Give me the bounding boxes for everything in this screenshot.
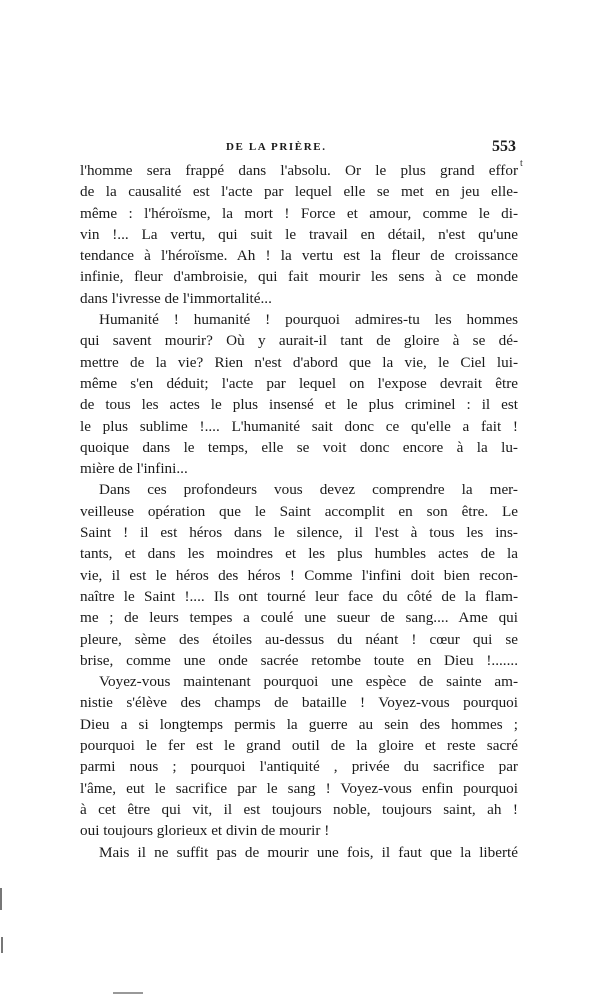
scan-artifact xyxy=(1,937,3,953)
text-line: parmi nous ; pourquoi l'antiquité , privée du sacrifice par xyxy=(80,758,518,776)
paragraph xyxy=(80,842,518,863)
text-line: Humanité ! humanité ! pourquoi admires-tu les hommes xyxy=(99,311,518,329)
running-title: DE LA PRIÈRE. xyxy=(226,141,327,153)
text-line: pleure, sème des étoiles au-dessus du néant ! cœur qui se xyxy=(80,630,518,648)
text-line: dans l'ivresse de l'immortalité... xyxy=(80,289,272,307)
paragraph xyxy=(80,309,518,479)
text-line: même : l'héroïsme, la mort ! Force et amour, comme le di- xyxy=(80,204,518,222)
text-line: qui savent mourir? Où y aurait-il tant de gloire à se dé- xyxy=(80,332,518,350)
text-line: l'homme sera frappé dans l'absolu. Or le plus grand effor xyxy=(80,162,518,179)
text-line: oui toujours glorieux et divin de mourir ! xyxy=(80,822,330,840)
text-line: mettre de la vie? Rien n'est d'abord que la vie, le Ciel lui- xyxy=(80,353,518,371)
text-line: même s'en déduit; l'acte par lequel on l'expose devrait être xyxy=(80,374,518,392)
text-line: de tous les actes le plus insensé et le plus criminel : il est xyxy=(80,396,518,414)
text-line: pourquoi le fer est le grand outil de la gloire et reste sacré xyxy=(80,737,518,755)
text-line: Mais il ne suffit pas de mourir une fois, il faut que la liberté xyxy=(99,843,518,861)
text-line: Voyez-vous maintenant pourquoi une espèce de sainte am- xyxy=(99,673,518,691)
text-line: veilleuse opération que le Saint accomplit en son être. Le xyxy=(80,502,518,520)
text-line: Dans ces profondeurs vous devez comprendre la mer- xyxy=(99,481,518,499)
paragraph xyxy=(80,160,518,309)
page-header xyxy=(80,139,520,159)
text-line: Dieu a si longtemps permis la guerre au sein des hommes ; xyxy=(80,715,518,733)
text-line: à cet être qui vit, il est toujours noble, toujours saint, ah ! xyxy=(80,800,518,818)
text-line: mière de l'infini... xyxy=(80,460,188,478)
page-number: 553 xyxy=(492,138,516,155)
scan-artifact xyxy=(0,888,2,910)
text-line: brise, comme une onde sacrée retombe toute en Dieu !....... xyxy=(80,651,518,669)
text-line: tants, et dans les moindres et les plus humbles actes de la xyxy=(80,545,518,563)
text-line: tendance à l'héroïsme. Ah ! la vertu est la fleur de croissance xyxy=(80,247,518,265)
paragraph xyxy=(80,479,518,671)
text-line: vin !... La vertu, qui suit le travail en détail, n'est qu'une xyxy=(80,225,518,243)
text-line: infinie, fleur d'ambroisie, qui fait mourir les sens à ce monde xyxy=(80,268,518,286)
text-line: Saint ! il est héros dans le silence, il l'est à tous les ins- xyxy=(80,524,518,542)
text-line: vie, il est le héros des héros ! Comme l'infini doit bien recon- xyxy=(80,566,518,584)
body-text xyxy=(80,160,518,863)
paragraph xyxy=(80,671,518,841)
margin-mark: t xyxy=(520,158,523,169)
text-line: de la causalité est l'acte par lequel elle se met en jeu elle- xyxy=(80,183,518,201)
text-line: l'âme, eut le sacrifice par le sang ! Voyez-vous enfin pourquoi xyxy=(80,779,518,797)
text-line: le plus sublime !.... L'humanité sait donc ce qu'elle a fait ! xyxy=(80,417,518,435)
text-line: nistie s'élève des champs de bataille ! Voyez-vous pourquoi xyxy=(80,694,518,712)
text-line: quoique dans le temps, elle se voit donc encore à la lu- xyxy=(80,438,518,456)
text-line: naître le Saint !.... Ils ont tourné leur face du côté de la flam- xyxy=(80,587,518,605)
text-line: me ; de leurs tempes a coulé une sueur de sang.... Ame qui xyxy=(80,609,518,627)
